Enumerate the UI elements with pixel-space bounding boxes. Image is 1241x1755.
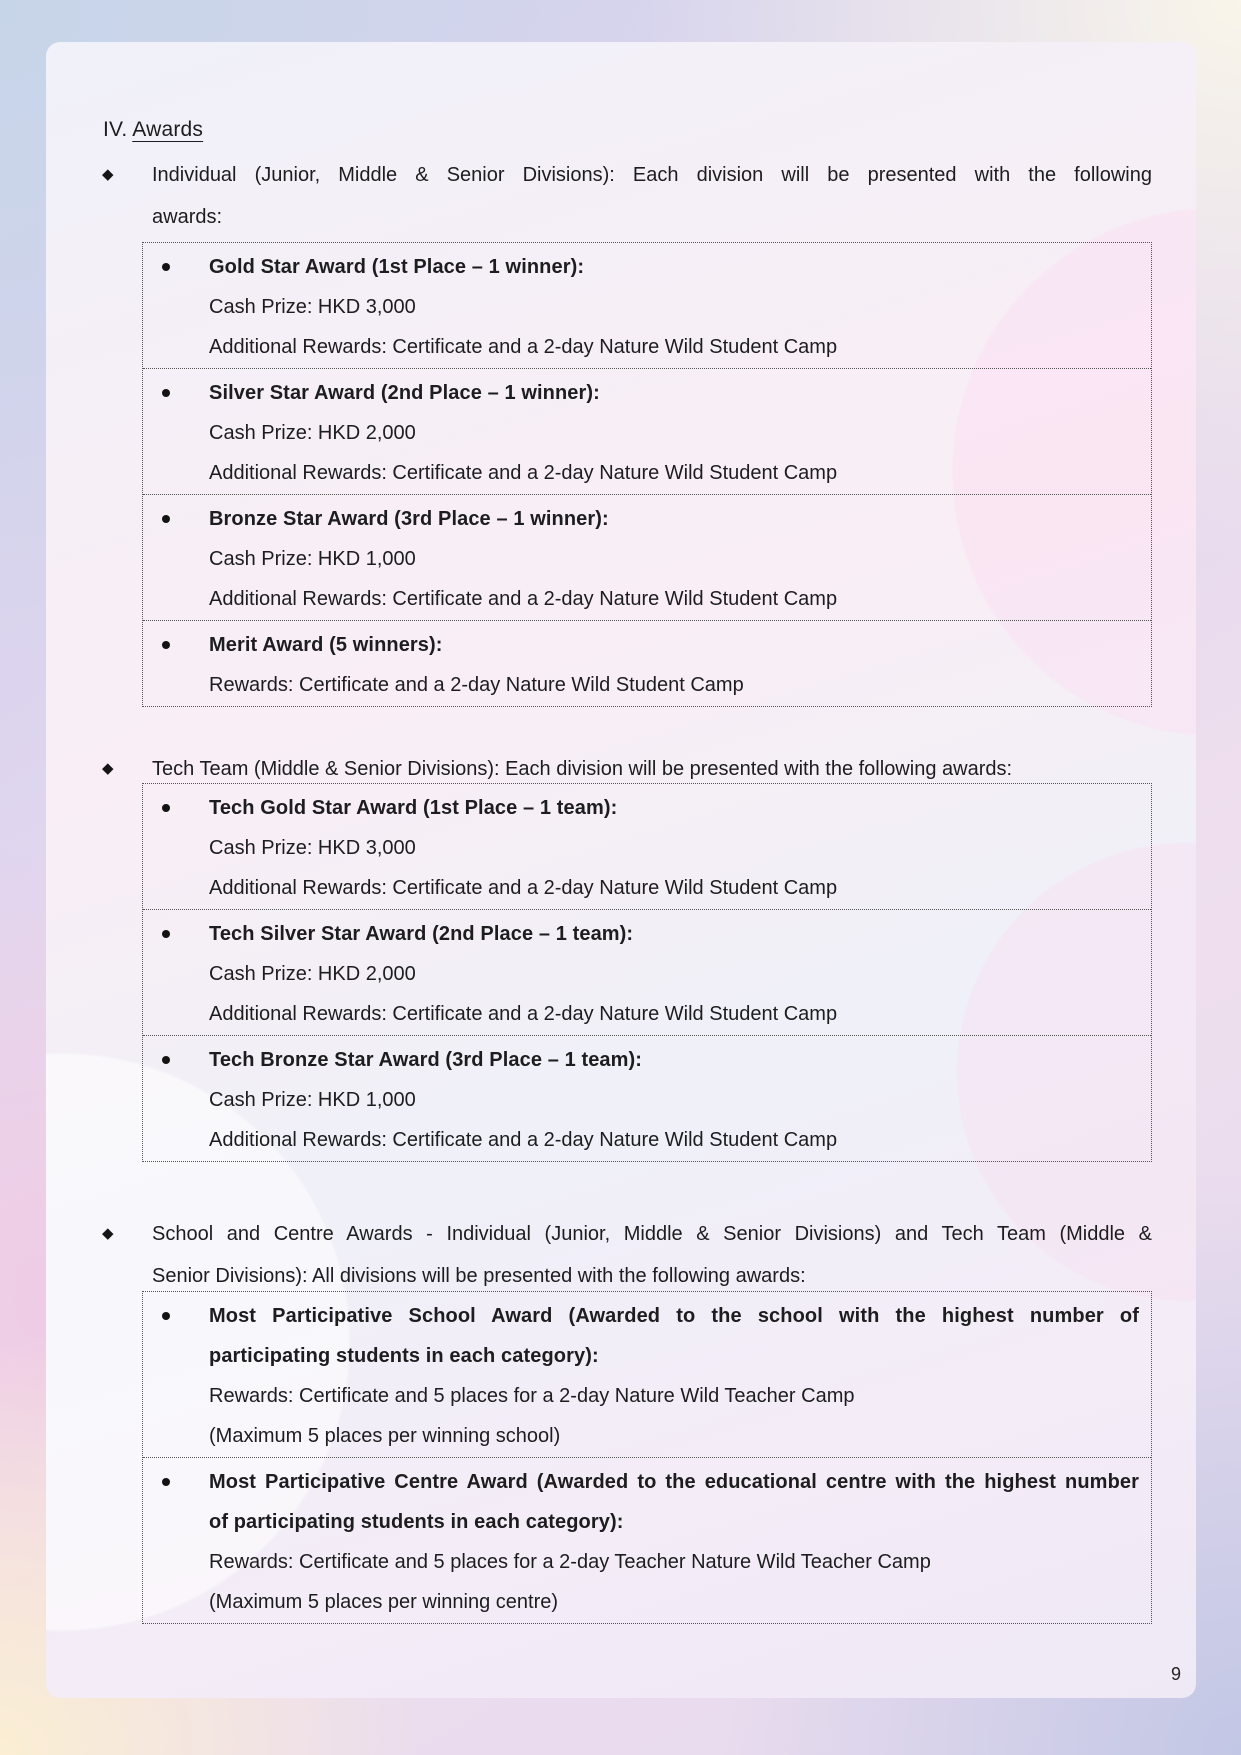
section-header-line: Tech Team (Middle & Senior Divisions): Each division will be presented with the following awards:	[152, 758, 1013, 780]
award-row	[143, 909, 1151, 1035]
heading-numeral: IV.	[103, 118, 128, 141]
section-header-line: awards:	[152, 206, 223, 228]
award-title: Gold Star Award (1st Place – 1 winner):	[209, 256, 585, 278]
award-row	[143, 494, 1151, 620]
section-header-line: Individual (Junior, Middle & Senior Divisions): Each division will be presented with the following	[152, 164, 1152, 186]
award-row	[143, 1457, 1151, 1623]
award-detail: Additional Rewards: Certificate and a 2-day Nature Wild Student Camp	[209, 336, 838, 358]
award-detail: Rewards: Certificate and 5 places for a 2-day Nature Wild Teacher Camp	[209, 1385, 855, 1407]
award-detail: (Maximum 5 places per winning school)	[209, 1425, 561, 1447]
bullet-icon	[162, 263, 170, 271]
award-detail: Rewards: Certificate and a 2-day Nature Wild Student Camp	[209, 674, 744, 696]
award-title: Most Participative School Award (Awarded to the school with the highest number of	[209, 1305, 1139, 1327]
diamond-bullet-icon: ◆	[102, 760, 114, 777]
award-title: Merit Award (5 winners):	[209, 634, 443, 656]
bullet-icon	[162, 930, 170, 938]
award-detail: Cash Prize: HKD 2,000	[209, 963, 416, 985]
awards-table-individual	[142, 242, 1152, 707]
heading-title: Awards	[132, 118, 204, 141]
page-number: 9	[1170, 1664, 1181, 1684]
diamond-bullet-icon: ◆	[102, 166, 114, 183]
award-title: of participating students in each category):	[209, 1511, 624, 1533]
section-header-line: School and Centre Awards - Individual (Junior, Middle & Senior Divisions) and Tech Team (Middle &	[152, 1223, 1152, 1245]
award-detail: Cash Prize: HKD 3,000	[209, 296, 416, 318]
awards-table-tech-team	[142, 783, 1152, 1162]
award-title: Tech Bronze Star Award (3rd Place – 1 team):	[209, 1049, 643, 1071]
award-detail: Cash Prize: HKD 1,000	[209, 548, 416, 570]
bullet-icon	[162, 1478, 170, 1486]
page-title	[103, 118, 203, 142]
award-detail: Additional Rewards: Certificate and a 2-day Nature Wild Student Camp	[209, 877, 838, 899]
award-row	[143, 784, 1151, 909]
award-detail: Cash Prize: HKD 1,000	[209, 1089, 416, 1111]
page-panel	[46, 42, 1196, 1698]
bullet-icon	[162, 515, 170, 523]
award-detail: (Maximum 5 places per winning centre)	[209, 1591, 559, 1613]
award-title: Most Participative Centre Award (Awarded to the educational centre with the highest number	[209, 1471, 1139, 1493]
award-detail: Additional Rewards: Certificate and a 2-day Nature Wild Student Camp	[209, 1003, 838, 1025]
award-title: participating students in each category):	[209, 1345, 599, 1367]
bullet-icon	[162, 1056, 170, 1064]
award-row	[143, 1035, 1151, 1161]
award-row	[143, 620, 1151, 706]
bullet-icon	[162, 389, 170, 397]
award-row	[143, 1292, 1151, 1457]
bullet-icon	[162, 1312, 170, 1320]
bullet-icon	[162, 804, 170, 812]
section-school-centre	[102, 1213, 1152, 1297]
bullet-icon	[162, 641, 170, 649]
award-row	[143, 243, 1151, 368]
award-detail: Rewards: Certificate and 5 places for a 2-day Teacher Nature Wild Teacher Camp	[209, 1551, 931, 1573]
award-title: Tech Silver Star Award (2nd Place – 1 team):	[209, 923, 634, 945]
award-title: Silver Star Award (2nd Place – 1 winner):	[209, 382, 600, 404]
award-detail: Cash Prize: HKD 3,000	[209, 837, 416, 859]
award-detail: Additional Rewards: Certificate and a 2-day Nature Wild Student Camp	[209, 1129, 838, 1151]
award-detail: Additional Rewards: Certificate and a 2-day Nature Wild Student Camp	[209, 588, 838, 610]
award-detail: Cash Prize: HKD 2,000	[209, 422, 416, 444]
award-title: Bronze Star Award (3rd Place – 1 winner):	[209, 508, 609, 530]
diamond-bullet-icon: ◆	[102, 1225, 114, 1242]
awards-table-school-centre	[142, 1291, 1152, 1624]
section-header-line: Senior Divisions): All divisions will be presented with the following awards:	[152, 1265, 806, 1287]
award-title: Tech Gold Star Award (1st Place – 1 team):	[209, 797, 618, 819]
award-row	[143, 368, 1151, 494]
award-detail: Additional Rewards: Certificate and a 2-day Nature Wild Student Camp	[209, 462, 838, 484]
section-individual	[102, 154, 1152, 238]
